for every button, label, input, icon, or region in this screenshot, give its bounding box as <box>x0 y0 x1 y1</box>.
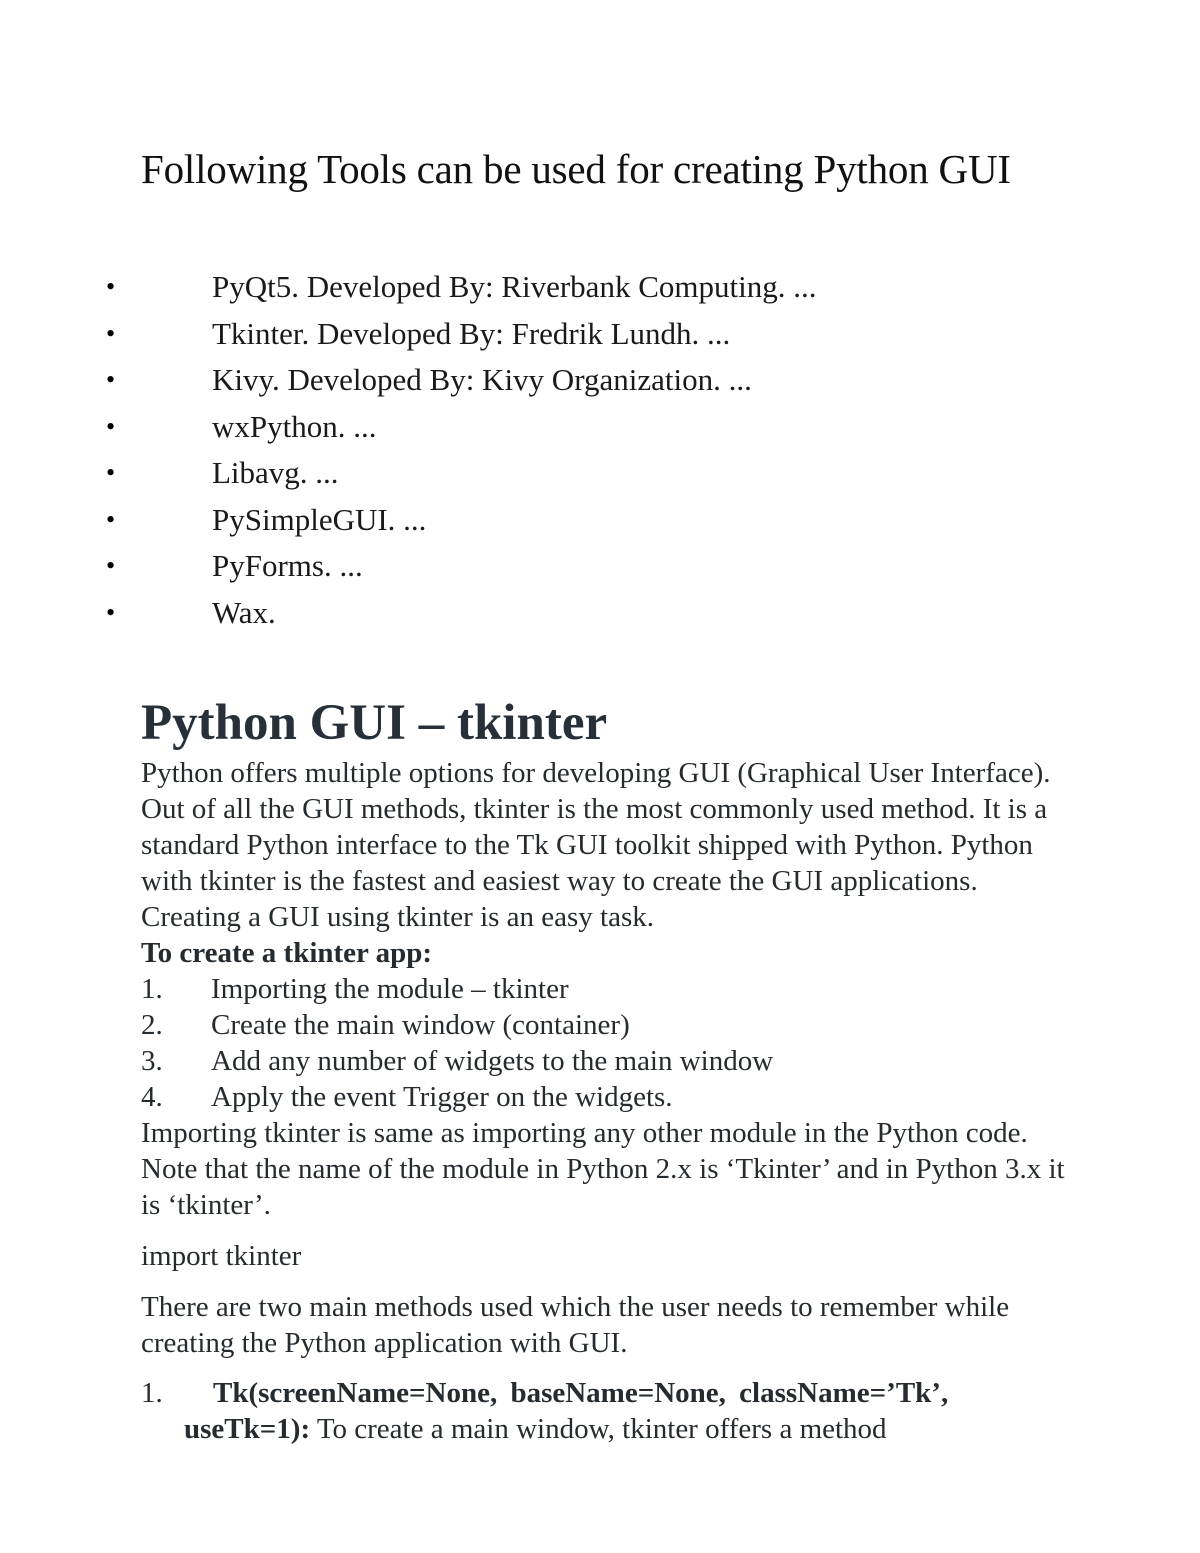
step-text: Add any number of widgets to the main window <box>211 1045 774 1077</box>
method-signature-end: useTk=1): <box>184 1413 311 1445</box>
step-number: 2. <box>141 1009 163 1041</box>
step-text: Create the main window (container) <box>211 1009 630 1041</box>
intro-title: Following Tools can be used for creating Python GUI <box>141 146 1011 192</box>
step-number: 1. <box>141 973 163 1005</box>
bullet-icon: • <box>106 551 116 580</box>
method-description-line <box>184 1411 887 1447</box>
bullet-icon: • <box>106 365 116 394</box>
tool-text: Tkinter. Developed By: Fredrik Lundh. ... <box>212 315 731 351</box>
bullet-icon: • <box>106 318 116 348</box>
step-text: Importing the module – tkinter <box>211 973 569 1005</box>
bullet-icon: • <box>106 504 116 534</box>
import-paragraph: Importing tkinter is same as importing any other module in the Python code. Note that the name of the module in Python 2.x is ‘Tkinter’ and in Python 3.x it is ‘tkinter’. <box>141 1117 1065 1221</box>
bullet-icon: • <box>106 458 116 487</box>
steps-heading: To create a tkinter app: <box>141 937 433 969</box>
tool-text: Libavg. ... <box>212 455 339 490</box>
bullet-icon: • <box>106 272 116 301</box>
tool-text: Kivy. Developed By: Kivy Organization. ... <box>212 362 752 397</box>
bullet-icon: • <box>106 411 116 441</box>
tool-text: PyQt5. Developed By: Riverbank Computing. ... <box>212 269 817 304</box>
step-text: Apply the event Trigger on the widgets. <box>211 1081 673 1113</box>
step-number: 3. <box>141 1045 163 1077</box>
tool-text: PySimpleGUI. ... <box>212 501 427 537</box>
tool-text: PyForms. ... <box>212 548 363 583</box>
tool-text: wxPython. ... <box>212 408 377 444</box>
intro-paragraph: Python offers multiple options for developing GUI (Graphical User Interface). Out of all the GUI methods, tkinter is the most commonly used method. It is a standard Python interface to the Tk GUI toolkit shipped with Python. Python with tkinter is the fastest and easiest way to create the GUI applications. Creating a GUI using tkinter is an easy task. <box>141 757 1051 933</box>
method-number: 1. <box>141 1377 163 1409</box>
code-snippet: import tkinter <box>141 1240 302 1272</box>
step-number: 4. <box>141 1081 163 1113</box>
section-heading: Python GUI – tkinter <box>141 695 608 751</box>
bullet-icon: • <box>106 597 116 627</box>
method-description: To create a main window, tkinter offers a method <box>310 1413 887 1445</box>
methods-paragraph: There are two main methods used which the user needs to remember while creating the Python application with GUI. <box>141 1291 1010 1359</box>
tool-text: Wax. <box>212 594 276 630</box>
method-signature: Tk(screenName=None, baseName=None, className=’Tk’, <box>213 1377 949 1409</box>
